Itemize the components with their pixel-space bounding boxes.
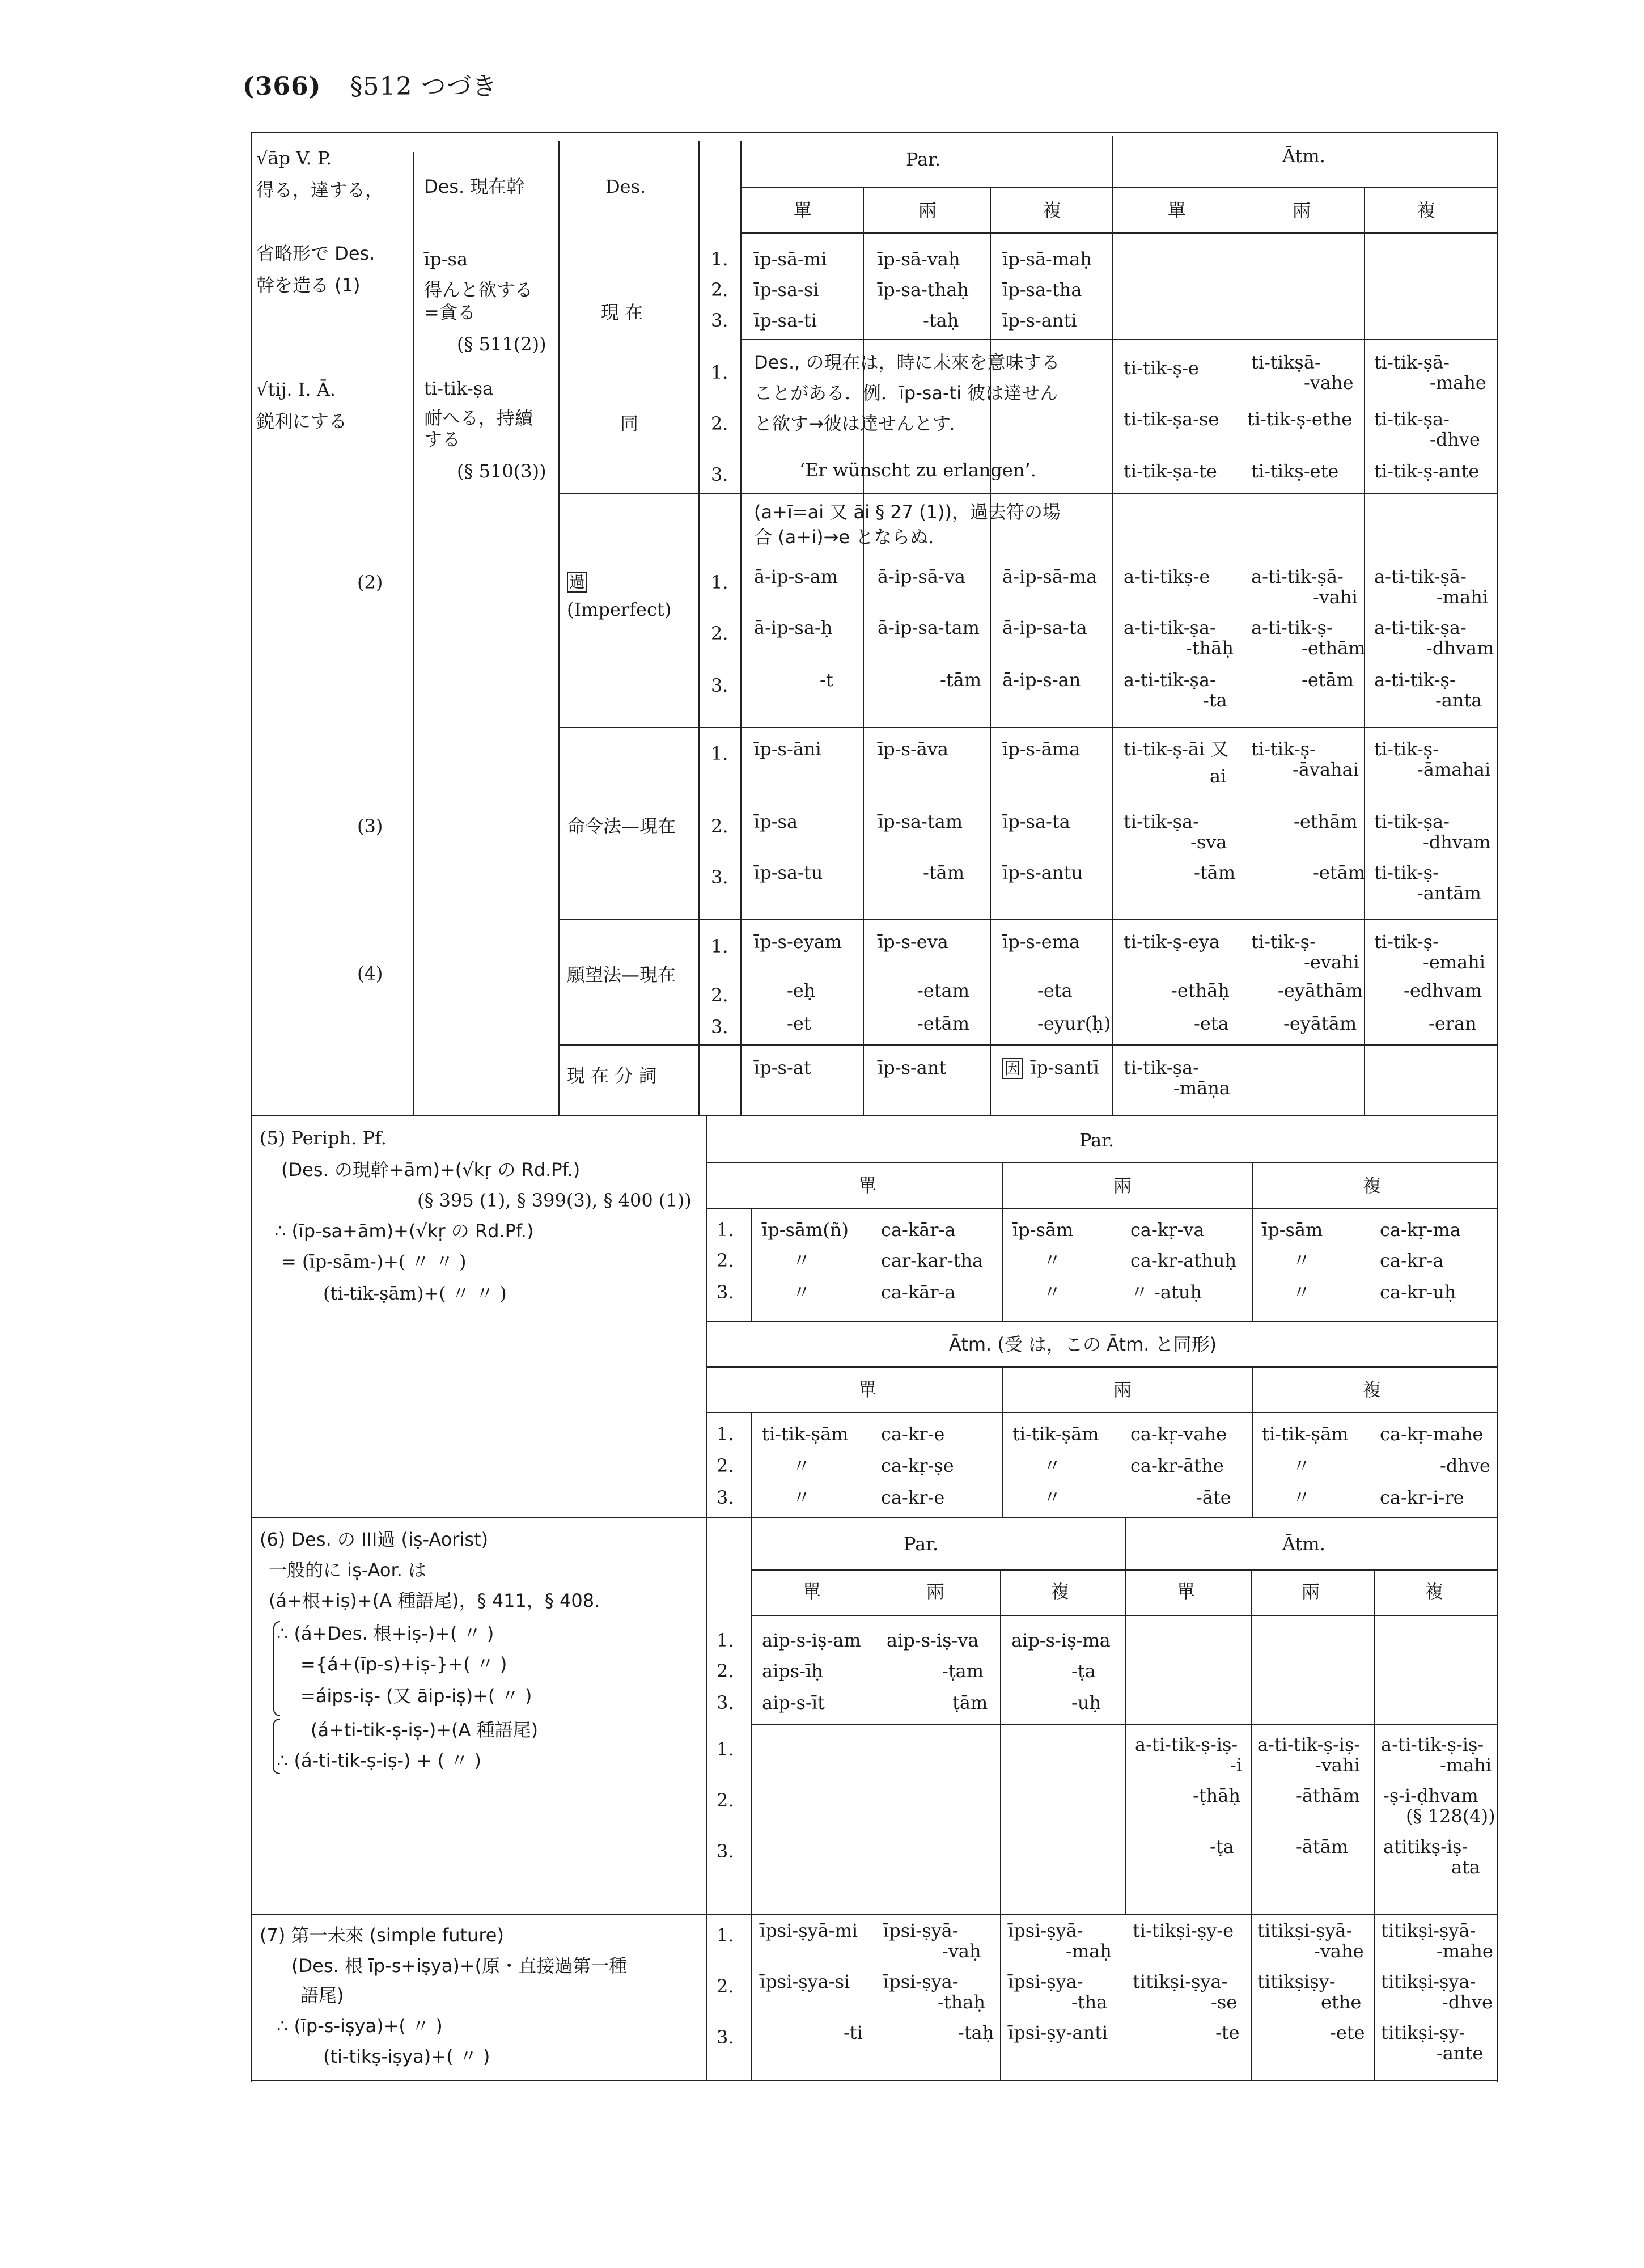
s7-line: (7) 第一未來 (simple future) — [260, 1924, 504, 1946]
form: -tha — [1071, 1991, 1108, 2013]
form: (§ 128(4)) — [1406, 1805, 1495, 1827]
form: -vahe — [1304, 372, 1354, 393]
form: ca-kr-āthe — [1130, 1455, 1224, 1476]
form: a-ti-tik-ṣā- — [1251, 566, 1344, 587]
form: 〃 — [793, 1487, 811, 1508]
form: 〃 — [1043, 1455, 1062, 1476]
s5-atm: Ātm. (受 は，この Ātm. と同形) — [949, 1334, 1217, 1355]
row-num: 1. — [717, 1423, 734, 1445]
s6-par: Par. — [904, 1533, 939, 1555]
form: 〃 — [793, 1281, 811, 1303]
form: atitikṣ-iṣ- — [1383, 1836, 1468, 1857]
row-num: 2. — [711, 413, 728, 434]
row-num: 1. — [711, 572, 728, 593]
form: ti-tik-ṣ-e — [1124, 357, 1199, 379]
form: ca-kṛ-va — [1130, 1219, 1205, 1241]
form: -mahi — [1437, 586, 1489, 608]
form: -ethām — [1302, 637, 1366, 659]
form: -ta — [1203, 689, 1227, 711]
form: a-ti-tik-ṣa- — [1124, 617, 1216, 638]
form: aip-s-iṣ-am — [762, 1630, 861, 1651]
form: -eyāthām — [1278, 980, 1363, 1001]
s5-line: (§ 395 (1), § 399(3), § 400 (1)) — [417, 1190, 692, 1211]
form: -vahi — [1313, 586, 1358, 608]
form: -thāḥ — [1186, 637, 1234, 659]
form: ca-kṛ-ṣe — [881, 1455, 954, 1476]
form: -ete — [1330, 2022, 1365, 2043]
row-num: 2. — [717, 1250, 734, 1271]
form: 〃 — [1293, 1250, 1311, 1271]
form: -vahi — [1315, 1754, 1360, 1776]
form: īp-sā-maḥ — [1002, 248, 1092, 270]
s6-col: 兩 — [926, 1581, 945, 1602]
form: -emahi — [1423, 951, 1486, 973]
form: 〃 — [793, 1250, 811, 1271]
form: īp-s-antu — [1002, 862, 1083, 883]
form: -i — [1230, 1754, 1243, 1776]
s5-pl-atm: 複 — [1363, 1379, 1382, 1400]
stem-ipsa: īp-sa — [424, 248, 468, 270]
form: ti-tik-ṣ- — [1374, 738, 1439, 760]
form: -dhve — [1442, 1991, 1493, 2013]
form: īp-sa-tu — [754, 862, 823, 883]
form: ti-tik-ṣa- — [1374, 811, 1450, 832]
form: -eran — [1429, 1013, 1477, 1034]
label-same: 同 — [620, 413, 639, 434]
form: -ṭa — [1210, 1836, 1234, 1857]
s5-sg-atm: 單 — [858, 1379, 877, 1400]
form: īp-santī — [1031, 1057, 1099, 1078]
s6-col: 單 — [1177, 1581, 1196, 1602]
s6-col: 兩 — [1302, 1581, 1320, 1602]
s5-line: = (īp-sām-)+( 〃 〃 ) — [281, 1251, 467, 1272]
form: ti-tikṣi-ṣy-e — [1133, 1920, 1234, 1941]
s7-line: (Des. 根 īp-s+iṣya)+(原・直接過第一種 — [291, 1955, 628, 1977]
label-present: 現 在 — [601, 302, 643, 323]
form: ti-tik-ṣa-te — [1124, 460, 1217, 482]
form: ti-tik-ṣ-āi 又 — [1124, 738, 1229, 760]
s5-line: (Des. の現幹+ām)+(√kṛ の Rd.Pf.) — [281, 1159, 581, 1180]
page-number: (366) — [243, 72, 321, 101]
form: a-ti-tik-ṣ-iṣ- — [1135, 1734, 1238, 1755]
form: īp-sā-mi — [754, 248, 827, 270]
row-num: 3. — [717, 1281, 734, 1303]
imperfect-note: 合 (a+i)→e とならぬ． — [754, 526, 947, 548]
s6-line: 一般的に iṣ-Aor. は — [269, 1559, 427, 1581]
s6-line: =áips-iṣ- (又 āip-iṣ)+( 〃 ) — [300, 1685, 532, 1707]
form: titikṣi-ṣyā- — [1381, 1920, 1476, 1941]
s7-line: 語尾) — [300, 1984, 344, 2006]
form: ca-kṛ-vahe — [1130, 1423, 1227, 1445]
form: -mahe — [1437, 1940, 1493, 1962]
note-abbrev: 省略形で Des. — [256, 243, 375, 264]
participle-label: 現 在 分 詞 — [567, 1065, 657, 1086]
form: īp-s-ema — [1002, 931, 1081, 953]
num-2: (2) — [357, 572, 383, 593]
form: īp-s-anti — [1002, 310, 1077, 331]
header-par: Par. — [906, 149, 941, 170]
row-num: 2. — [717, 1660, 734, 1682]
form: ca-kr-e — [881, 1423, 945, 1445]
s6-line: ∴ (á+Des. 根+iṣ-)+( 〃 ) — [277, 1623, 494, 1644]
form: a-ti-tik-ṣa- — [1124, 669, 1216, 691]
num-3: (3) — [357, 815, 383, 837]
form: -etam — [917, 980, 970, 1001]
form: -evahi — [1304, 951, 1359, 973]
s5-pl: 複 — [1363, 1175, 1382, 1196]
form: titikṣi-ṣyā- — [1257, 1920, 1353, 1941]
form: īp-sa-tha — [1002, 279, 1082, 301]
form: 〃 — [1043, 1281, 1062, 1303]
imperative-label: 命令法—現在 — [567, 815, 676, 837]
form: -eyātām — [1283, 1013, 1357, 1034]
s6-line: ={á+(īp-s)+iṣ-}+( 〃 ) — [300, 1653, 507, 1675]
form: ti-tik-ṣ- — [1374, 862, 1439, 883]
row-num: 2. — [711, 279, 728, 301]
form: īpsi-ṣyā- — [883, 1920, 959, 1941]
form: -dhvam — [1426, 637, 1494, 659]
form: ethe — [1321, 1991, 1362, 2013]
form: ca-kr-a — [1380, 1250, 1444, 1271]
form: aip-s-iṣ-ma — [1011, 1630, 1111, 1651]
form: ca-kr-athuḥ — [1130, 1250, 1237, 1271]
form: ai — [1210, 765, 1227, 787]
form: īpsi-ṣy-anti — [1008, 2022, 1108, 2043]
form: -anta — [1435, 689, 1482, 711]
form: a-ti-tikṣ-e — [1124, 566, 1210, 587]
feminine-mark: 因 — [1002, 1058, 1023, 1078]
s6-atm: Ātm. — [1282, 1533, 1325, 1555]
form: -eḥ — [787, 980, 816, 1001]
form: -thaḥ — [938, 1991, 985, 2013]
form: ca-kār-a — [881, 1281, 956, 1303]
col-du: 兩 — [918, 200, 937, 221]
form: -āthām — [1296, 1785, 1360, 1806]
stem-titiksa-ref: (§ 510(3)) — [457, 460, 546, 482]
form: -vahe — [1314, 1940, 1364, 1962]
form: ti-tikṣ-ete — [1251, 460, 1339, 482]
form: ti-tik-ṣa- — [1374, 408, 1450, 430]
form: a-ti-tik-ṣ-iṣ- — [1257, 1734, 1361, 1755]
imperfect-label: (Imperfect) — [567, 599, 672, 620]
form: -maḥ — [1066, 1940, 1112, 1962]
row-num: 3. — [717, 2026, 734, 2048]
row-num: 2. — [717, 1455, 734, 1476]
form: īpsi-ṣyā- — [1008, 1920, 1083, 1941]
form: ṭām — [952, 1692, 988, 1713]
form: 〃 — [1293, 1487, 1311, 1508]
form: titikṣi-ṣy- — [1381, 2022, 1465, 2043]
form: -eta — [1037, 980, 1073, 1001]
form: ti-tik-ṣ-ante — [1374, 460, 1480, 482]
row-num: 2. — [711, 815, 728, 837]
form: ti-tik-ṣā- — [1374, 352, 1450, 373]
form: ti-tik-ṣām — [1012, 1423, 1099, 1445]
form: ca-kṛ-ma — [1380, 1219, 1461, 1241]
form: -ātām — [1296, 1836, 1349, 1857]
brace-icon — [271, 1620, 282, 1717]
s6-line: (á+ti-tik-ṣ-iṣ-)+(A 種語尾) — [311, 1719, 539, 1741]
form: 〃 -atuḥ — [1130, 1281, 1202, 1303]
row-num: 2. — [717, 1789, 734, 1811]
form: -eyur(ḥ) — [1037, 1013, 1111, 1034]
imperfect-note: (a+ī=ai 又 āi § 27 (1))，過去符の場 — [754, 501, 1061, 523]
stem-titiksa-gloss2: する — [424, 429, 461, 450]
row-num: 3. — [717, 1840, 734, 1862]
form: ā-ip-sa-ḥ — [754, 617, 833, 638]
form: īp-s-ant — [878, 1057, 947, 1078]
form: -vaḥ — [942, 1940, 981, 1962]
row-num: 1. — [717, 1924, 734, 1946]
form: -ethām — [1294, 811, 1358, 832]
form: -ante — [1437, 2042, 1484, 2064]
row-num: 2. — [717, 1975, 734, 1997]
optative-label: 願望法—現在 — [567, 964, 676, 985]
form: -ti — [844, 2022, 863, 2043]
form: ti-tikṣā- — [1251, 352, 1321, 373]
note-line: ことがある．例．īp-sa-ti 彼は達せん — [754, 382, 1058, 404]
col-pl-atm: 複 — [1417, 200, 1436, 221]
lemma-tij-gloss: 鋭利にする — [256, 411, 348, 432]
note-line: ‘Er wünscht zu erlangen’. — [799, 459, 1036, 481]
form: titikṣiṣy- — [1257, 1971, 1336, 1992]
form: -etām — [917, 1013, 970, 1034]
form: īp-s-āma — [1002, 738, 1081, 760]
form: -ethāḥ — [1171, 980, 1230, 1001]
form: ā-ip-s-am — [754, 566, 838, 587]
form: -māṇa — [1173, 1077, 1230, 1099]
form: -ṭa — [1071, 1660, 1096, 1682]
form: titikṣi-ṣya- — [1381, 1971, 1476, 1992]
stem-ipsa-gloss2: =貪る — [424, 302, 476, 323]
form: ā-ip-sa-ta — [1002, 617, 1087, 638]
form: ti-tik-ṣa- — [1124, 1057, 1199, 1078]
form: ca-kār-a — [881, 1219, 956, 1241]
form: 〃 — [1043, 1250, 1062, 1271]
form: ā-ip-sā-ma — [1002, 566, 1098, 587]
form: ti-tik-ṣ- — [1251, 931, 1316, 953]
form: ti-tik-ṣām — [762, 1423, 849, 1445]
form: ti-tik-ṣ- — [1251, 738, 1316, 760]
header-atm: Ātm. — [1282, 145, 1325, 167]
form: īp-sa-ta — [1002, 811, 1070, 832]
s5-title: (5) Periph. Pf. — [260, 1127, 387, 1149]
s5-sg: 單 — [858, 1175, 877, 1196]
form: -se — [1211, 1991, 1238, 2013]
form: ti-tik-ṣ-eya — [1124, 931, 1220, 953]
form: ti-tik-ṣ-ethe — [1247, 408, 1353, 430]
lemma-ap-gloss: 得る，達する， — [256, 179, 384, 201]
col-sg-atm: 單 — [1168, 200, 1187, 221]
form: īp-sa-thaḥ — [878, 279, 969, 301]
form: -etām — [1313, 862, 1366, 883]
row-num: 1. — [717, 1219, 734, 1241]
s6-line: (á+根+iṣ)+(A 種語尾)，§ 411，§ 408. — [269, 1590, 600, 1611]
form: īpsi-ṣya- — [1008, 1971, 1083, 1992]
form: 〃 — [1293, 1281, 1311, 1303]
form: īpsi-ṣya- — [883, 1971, 959, 1992]
header-des-stem: Des. 現在幹 — [424, 176, 525, 197]
stem-ipsa-ref: (§ 511(2)) — [457, 333, 546, 355]
form: ti-tik-ṣa-se — [1124, 408, 1219, 430]
form: ata — [1451, 1856, 1481, 1878]
brace-icon — [271, 1718, 282, 1775]
form: -taḥ — [923, 310, 959, 331]
form: ca-kr-uḥ — [1380, 1281, 1456, 1303]
stem-titiksa: ti-tik-ṣa — [424, 378, 494, 399]
form: a-ti-tik-ṣ- — [1374, 669, 1456, 691]
form: īp-s-at — [754, 1057, 811, 1078]
col-sg: 單 — [794, 200, 812, 221]
form: īpsi-ṣyā-mi — [760, 1920, 858, 1941]
form: īp-s-āni — [754, 738, 821, 760]
row-num: 1. — [711, 936, 728, 957]
row-num: 3. — [717, 1692, 734, 1713]
num-4: (4) — [357, 963, 383, 984]
form: -dhvam — [1423, 831, 1491, 853]
form: a-ti-tik-ṣā- — [1374, 566, 1467, 587]
form: īp-s-eva — [878, 931, 948, 953]
s6-col: 複 — [1051, 1581, 1070, 1602]
form: īpsi-ṣya-si — [760, 1971, 850, 1992]
s5-du-atm: 兩 — [1113, 1379, 1132, 1400]
stem-titiksa-gloss: 耐へる，持續 — [424, 407, 533, 429]
row-num: 1. — [711, 362, 728, 383]
row-num: 1. — [717, 1630, 734, 1651]
form: 〃 — [1043, 1487, 1062, 1508]
row-num: 3. — [711, 675, 728, 696]
form: īp-sām — [1012, 1219, 1074, 1241]
form: -taḥ — [958, 2022, 994, 2043]
form: -antām — [1417, 882, 1481, 904]
s6-line: ∴ (á-ti-tik-ṣ-iṣ-) + ( 〃 ) — [277, 1750, 481, 1771]
form: ā-ip-sa-tam — [878, 617, 980, 638]
s7-line: ∴ (īp-s-iṣya)+( 〃 ) — [277, 2015, 443, 2037]
row-num: 1. — [711, 248, 728, 270]
form: īp-sa-ti — [754, 310, 817, 331]
row-num: 2. — [711, 623, 728, 644]
form: īp-sa — [754, 811, 798, 832]
row-num: 3. — [717, 1487, 734, 1508]
lemma-ap: √āp V. P. — [256, 147, 332, 169]
header-des: Des. — [605, 176, 646, 197]
row-num: 1. — [717, 1738, 734, 1760]
form: īp-sā-vaḥ — [878, 248, 960, 270]
form: ti-tik-ṣām — [1262, 1423, 1349, 1445]
section-ref: §512 つづき — [350, 72, 498, 101]
lemma-tij: √tij. I. Ā. — [256, 379, 336, 400]
row-num: 2. — [711, 984, 728, 1006]
form: -āte — [1196, 1487, 1231, 1508]
form: -edhvam — [1404, 980, 1482, 1001]
form: ca-kr-i-re — [1380, 1487, 1464, 1508]
note-line: と欲す→彼は達せんとす． — [754, 413, 968, 434]
s5-line: (ti-tik-ṣām)+( 〃 〃 ) — [323, 1283, 507, 1304]
col-du-atm: 兩 — [1293, 200, 1311, 221]
form: car-kar-tha — [881, 1250, 984, 1271]
form: -sva — [1190, 831, 1227, 853]
row-num: 3. — [711, 1016, 728, 1038]
form: īp-sa-si — [754, 279, 819, 301]
form: -et — [787, 1013, 811, 1034]
form: -etām — [1302, 669, 1354, 691]
row-num: 3. — [711, 464, 728, 485]
form: ti-tik-ṣ- — [1374, 931, 1439, 953]
form: -ṭhāḥ — [1193, 1785, 1240, 1806]
form: -mahi — [1440, 1754, 1492, 1776]
s5-line: ∴ (īp-sa+ām)+(√kṛ の Rd.Pf.) — [274, 1220, 534, 1242]
form: -ṭam — [942, 1660, 984, 1682]
form: īp-sām(ñ) — [762, 1219, 849, 1241]
row-num: 1. — [711, 743, 728, 764]
form: -ṣ-i-ḍhvam — [1383, 1785, 1478, 1806]
form: -te — [1215, 2022, 1240, 2043]
row-num: 3. — [711, 310, 728, 331]
s5-par: Par. — [1079, 1129, 1115, 1151]
form: īp-s-āva — [878, 738, 948, 760]
form: -eta — [1194, 1013, 1229, 1034]
s6-col: 複 — [1425, 1581, 1444, 1602]
form: -tām — [1194, 862, 1236, 883]
form: aip-s-iṣ-va — [887, 1630, 979, 1651]
form: ti-tik-ṣa- — [1124, 811, 1199, 832]
form: -āvahai — [1293, 759, 1359, 780]
form: ca-kṛ-mahe — [1380, 1423, 1484, 1445]
form: īp-s-eyam — [754, 931, 842, 953]
form: 〃 — [793, 1455, 811, 1476]
form: -tām — [923, 862, 965, 883]
row-num: 3. — [711, 866, 728, 888]
s5-du: 兩 — [1113, 1175, 1132, 1196]
form: īp-sām — [1262, 1219, 1323, 1241]
form: -dhve — [1430, 429, 1480, 450]
imperfect-mark: 過 — [567, 572, 587, 592]
form: aip-s-īt — [762, 1692, 825, 1713]
form: -āmahai — [1417, 759, 1491, 780]
form: ā-ip-sā-va — [878, 566, 965, 587]
form: a-ti-tik-ṣ- — [1251, 617, 1333, 638]
form: -tām — [940, 669, 982, 691]
form: -dhve — [1440, 1455, 1490, 1476]
form: a-ti-tik-ṣ-iṣ- — [1381, 1734, 1484, 1755]
stem-ipsa-gloss: 得んと欲する — [424, 279, 533, 301]
form: 〃 — [1293, 1455, 1311, 1476]
col-pl: 複 — [1043, 200, 1062, 221]
form: titikṣi-ṣya- — [1133, 1971, 1228, 1992]
form: a-ti-tik-ṣa- — [1374, 617, 1467, 638]
form: ca-kr-e — [881, 1487, 945, 1508]
s7-line: (ti-tikṣ-iṣya)+( 〃 ) — [323, 2046, 490, 2067]
form: ā-ip-s-an — [1002, 669, 1081, 691]
form: īp-sa-tam — [878, 811, 963, 832]
form: aips-īḥ — [762, 1660, 823, 1682]
form: -t — [820, 669, 833, 691]
s6-line: (6) Des. の III過 (iṣ-Aorist) — [260, 1529, 489, 1550]
note-stem: 幹を造る (1) — [256, 274, 361, 296]
form: -uḥ — [1071, 1692, 1101, 1713]
page-header — [243, 73, 497, 100]
form: -mahe — [1430, 372, 1486, 393]
note-line: Des., の現在は，時に未來を意味する — [754, 352, 1060, 373]
s6-col: 單 — [803, 1581, 821, 1602]
